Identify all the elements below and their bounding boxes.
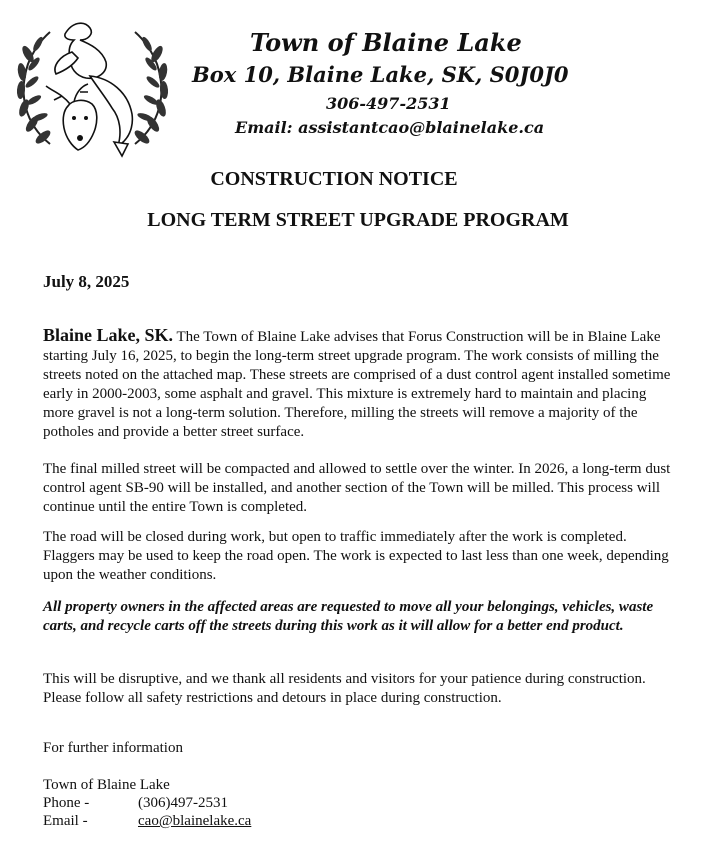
contact-email-row — [43, 813, 251, 830]
town-address: Box 10, Blaine Lake, SK, S0J0J0 — [192, 62, 569, 87]
paragraph-thanks: This will be disruptive, and we thank all residents and visitors for your patience during construction. Please follow all safety restrictions and detours in place during construction. — [43, 671, 646, 706]
notice-date: July 8, 2025 — [43, 272, 130, 291]
paragraph-milling: The final milled street will be compacted and allowed to settle over the winter. In 2026, a long-term dust control agent SB-90 will be installed, and another section of the Town will be milled. This process will continue until the entire Town is completed. — [43, 461, 671, 515]
paragraph-intro — [43, 326, 673, 442]
town-name: Town of Blaine Lake — [250, 28, 522, 57]
program-title: LONG TERM STREET UPGRADE PROGRAM — [147, 209, 569, 231]
town-crest-icon — [10, 14, 175, 159]
paragraph-closure: The road will be closed during work, but open to traffic immediately after the work is completed. Flaggers may be used to keep the road open. The work is expected to last less than one week, depending upon the weather conditions. — [43, 529, 669, 583]
phone-value: (306)497-2531 — [138, 795, 228, 811]
intro-text: The Town of Blaine Lake advises that Forus Construction will be in Blaine Lake starting July 16, 2025, to begin the long-term street upgrade program. The work consists of milling the streets noted on the attached map. These streets are comprised of a dust control agent installed sometime early in 2000-2003, some asphalt and gravel. This mixture is extremely hard to maintain and placing more gravel is not a long-term solution. Therefore, milling the streets will remove a majority of the potholes and provide a better street surface. — [43, 329, 671, 440]
notice-title: CONSTRUCTION NOTICE — [210, 168, 458, 190]
town-email: Email: assistantcao@blainelake.ca — [235, 118, 545, 137]
contact-organization: Town of Blaine Lake — [43, 777, 170, 793]
further-info-label: For further information — [43, 740, 183, 756]
contact-phone-row — [43, 795, 228, 812]
town-phone: 306-497-2531 — [326, 94, 451, 113]
phone-label: Phone - — [43, 795, 90, 811]
email-link[interactable]: cao@blainelake.ca — [138, 813, 252, 829]
email-label: Email - — [43, 813, 88, 829]
dateline: Blaine Lake, SK. — [43, 325, 174, 345]
paragraph-owners-request: All property owners in the affected areas are requested to move all your belongings, vehicles, waste carts, and recycle carts off the streets during this work as it will allow for a better end product. — [43, 599, 654, 634]
